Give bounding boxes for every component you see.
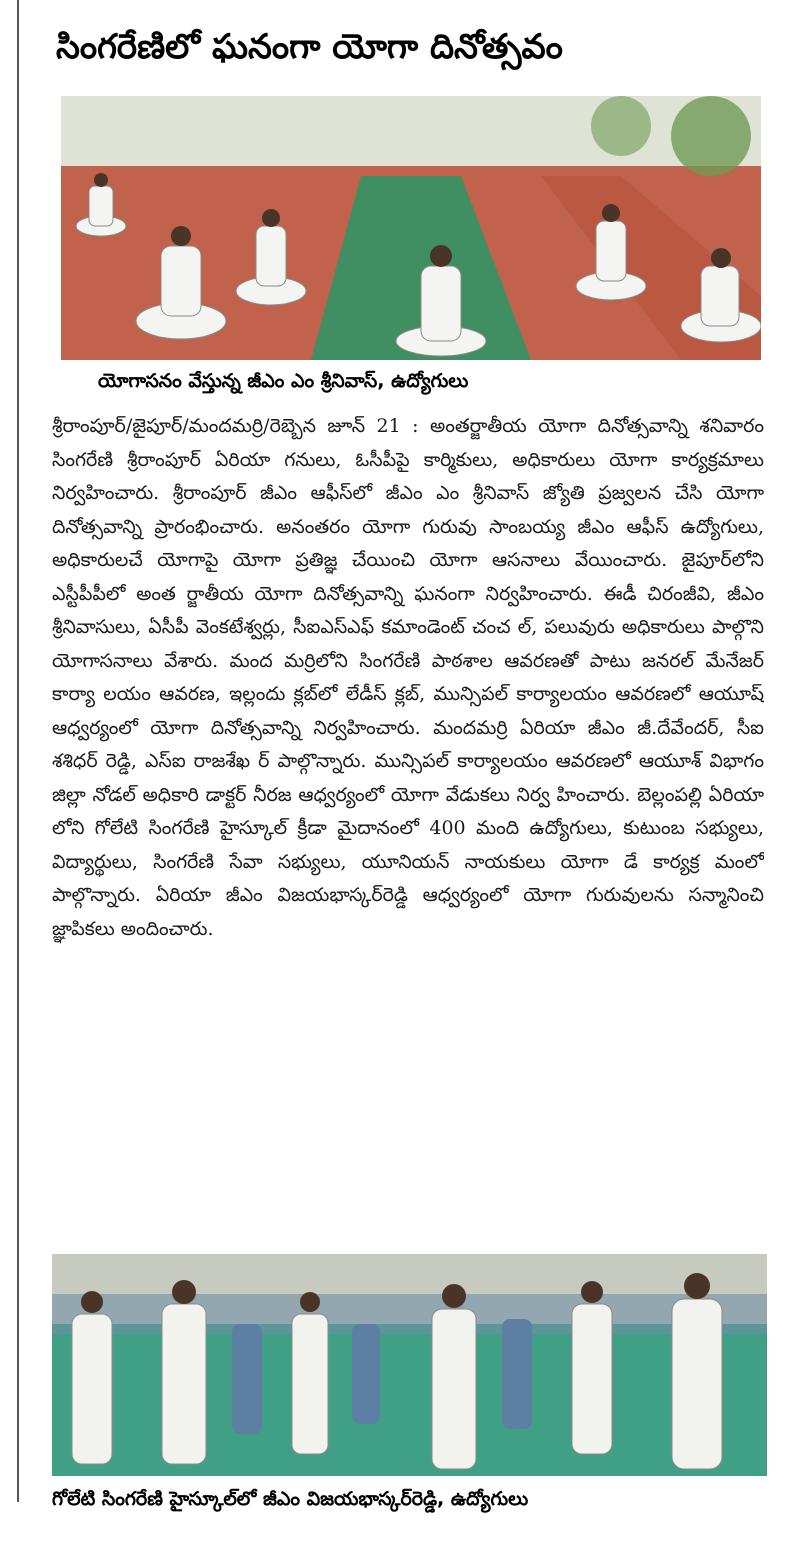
bottom-photo-illustration xyxy=(52,1254,767,1476)
previous-article-cut-line xyxy=(68,0,758,8)
article-body-paragraph: శ్రీరాంపూర్/జైపూర్/మందమర్రి/రెబ్బెన జూన్ 21 : అంతర్జాతీయ యోగా దినోత్సవాన్ని శనివారం సింగరేణి శ్రీరాంపూర్ ఏరియా గనులు, ఓసీపీపై కార్మికులు, అధికారులు యోగా కార్యక్రమాలు నిర్వహించారు. శ్రీరాంపూర్ జీఎం ఆఫీస్‌లో జీఎం ఎం శ్రీనివాస్ జ్యోతి ప్రజ్వలన చేసి యోగా దినోత్సవాన్ని ప్రారంభించారు. అనంతరం యోగా గురువు సాంబయ్య జీఎం ఆఫీస్ ఉద్యోగులు, అధికారులచే యోగాపై యోగా ప్రతిజ్ఞ చేయించి యోగా ఆసనాలు వేయించారు. జైపూర్‌లోని ఎస్టీపీపీలో అంత ర్జాతీయ యోగా దినోత్సవాన్ని ఘనంగా నిర్వహించారు. ఈడీ చిరంజీవి, జీఎం శ్రీనివాసులు, ఏసీపీ వెంకటేశ్వర్లు, సీఐఎస్ఎఫ్ కమాండెంట్ చంచ ల్, పలువురు అధికారులు పాల్గొని యోగాసనాలు వేశారు. మంద మర్రిలోని సింగరేణి పాఠశాల ఆవరణతో పాటు జనరల్ మేనేజర్ కార్యా లయం ఆవరణ, ఇల్లందు క్లబ్‌లో లేడీస్ క్లబ్, మున్సిపల్ కార్యాలయం ఆవరణలో ఆయూష్ ఆధ్వర్యంలో యోగా దినోత్సవాన్ని నిర్వహించారు. మందమర్రి ఏరియా జీఎం జీ.దేవేందర్, సీఐ శశిధర్ రెడ్డి, ఎస్ఐ రాజశేఖ ర్ పాల్గొన్నారు. మున్సిపల్ కార్యాలయం ఆవరణలో ఆయూశ్ విభాగం జిల్లా నోడల్ అధికారి డాక్టర్ నీరజ ఆధ్వర్యంలో యోగా వేడుకలు నిర్వ హించారు. బెల్లంపల్లి ఏరియా లోని గోలేటి సింగరేణి హైస్కూల్ క్రీడా మైదానంలో 400 మంది ఉద్యోగులు, కుటుంబ సభ్యులు, విద్యార్థులు, సింగరేణి సేవా సభ్యులు, యూనియన్ నాయకులు యోగా డే కార్యక్ర మంలో పాల్గొన్నారు. ఏరియా జీఎం విజయభాస్కర్‌రెడ్డి ఆధ్వర్యంలో యోగా గురువులను సన్మానించి జ్ఞాపికలు అందించారు. xyxy=(52,415,764,940)
top-photo-caption: యోగాసనం వేస్తున్న జీఎం ఎం శ్రీనివాస్, ఉద్యోగులు xyxy=(98,370,469,392)
bottom-photo-golet-school-yoga xyxy=(52,1254,767,1476)
article-body xyxy=(52,410,764,1242)
top-photo-yoga-session xyxy=(61,96,761,360)
column-rule xyxy=(17,0,19,1502)
article-headline: సింగరేణిలో ఘనంగా యోగా దినోత్సవం xyxy=(56,27,563,67)
top-photo-illustration xyxy=(61,96,761,360)
bottom-photo-caption: గోలేటి సింగరేణి హైస్కూల్‌లో జీఎం విజయభాస్కర్‌రెడ్డి, ఉద్యోగులు xyxy=(52,1488,529,1510)
